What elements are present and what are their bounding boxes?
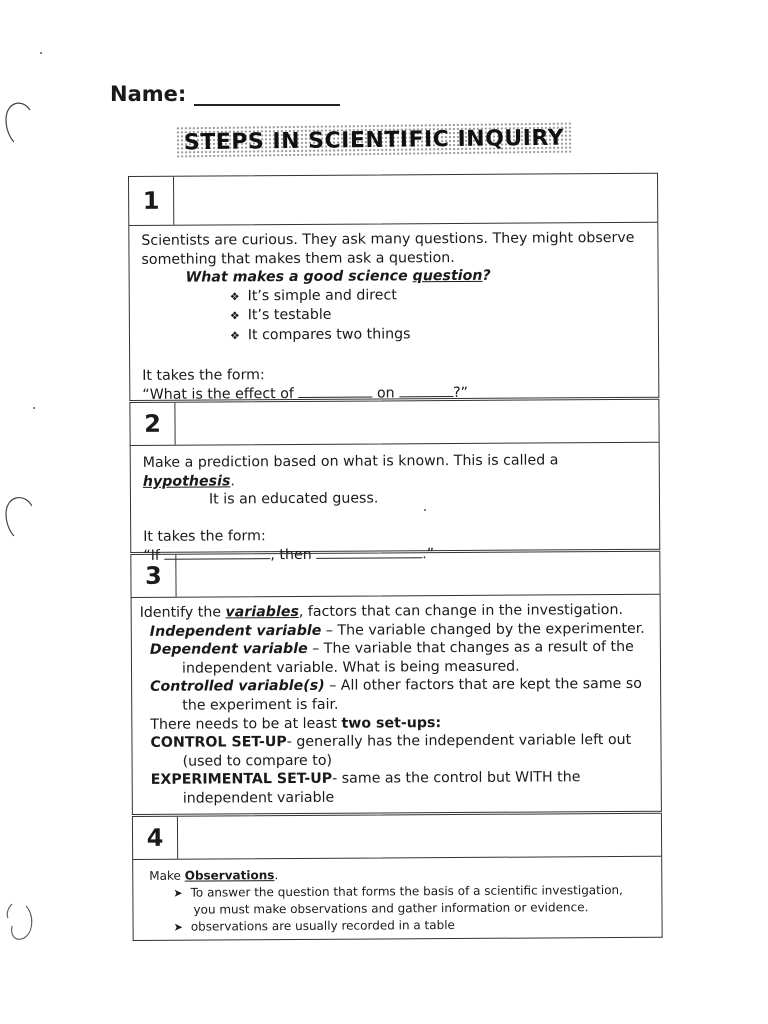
control-setup-def-cont: (used to compare to) — [182, 752, 333, 770]
step-3-header — [130, 551, 660, 598]
name-label: Name: — [110, 82, 187, 106]
experimental-setup-def: EXPERIMENTAL SET-UP- same as the control but WITH the — [150, 769, 581, 789]
step-4-header — [132, 813, 662, 860]
name-field — [110, 82, 340, 106]
step-2-text — [143, 451, 652, 566]
arrow-bullet-icon: ➤ — [173, 920, 183, 934]
list-item-cont: you must make observations and gather information or evidence. — [193, 900, 589, 917]
make-observations-line: Make Observations. — [149, 868, 279, 883]
educated-guess-line: It is an educated guess. — [208, 490, 379, 508]
hypothesis-form-template: “If , then .” — [143, 546, 435, 565]
list-item: ➤ To answer the question that forms the basis of a scientific investigation, — [173, 882, 623, 900]
form-label: It takes the form: — [143, 527, 266, 545]
list-item: ❖ It’s simple and direct — [229, 287, 397, 305]
scan-speck — [33, 407, 35, 409]
step-1-intro-line: something that makes them ask a question. — [141, 249, 455, 268]
step-4-text — [149, 865, 653, 936]
arrow-bullet-icon: ➤ — [173, 886, 183, 900]
step-1-body — [128, 223, 659, 404]
name-blank — [194, 86, 340, 106]
title-text: STEPS IN SCIENTIFIC INQUIRY — [183, 125, 565, 155]
step-1-header — [128, 173, 658, 226]
scan-speck — [40, 52, 42, 54]
step-1-intro-line: Scientists are curious. They ask many questions. They might observe — [141, 229, 635, 249]
form-label: It takes the form: — [142, 366, 265, 384]
step-4-body — [132, 857, 662, 941]
controlled-variable-def-cont: the experiment is fair. — [182, 696, 339, 714]
step-3-text — [140, 601, 653, 809]
step-1-number: 1 — [129, 177, 174, 225]
hypothesis-line: Make a prediction based on what is known. This is called a hypothesis. — [142, 452, 559, 490]
controlled-variable-def: Controlled variable(s) – All other factors that are kept the same so — [150, 676, 643, 696]
diamond-bullet-icon: ❖ — [229, 329, 240, 343]
list-item: ➤ observations are usually recorded in a table — [173, 918, 455, 934]
step-2-number: 2 — [130, 403, 175, 445]
control-setup-def: CONTROL SET-UP- generally has the independent variable left out — [150, 732, 632, 752]
list-item: ❖ It compares two things — [229, 326, 411, 344]
question-form-template: “What is the effect of on ?” — [142, 385, 469, 404]
fill-blank — [298, 384, 372, 398]
dependent-variable-def-cont: independent variable. What is being measured. — [181, 658, 520, 677]
step-1-text — [141, 229, 650, 405]
good-question-heading: What makes a good science question? — [185, 267, 491, 286]
hole-punch-mark — [2, 492, 32, 538]
independent-variable-def: Independent variable – The variable changed by the experimenter. — [149, 620, 645, 640]
fill-blank — [399, 383, 453, 397]
setups-line: There needs to be at least two set-ups: — [150, 714, 442, 733]
step-3-number: 3 — [131, 555, 176, 597]
step-2-body — [130, 443, 661, 565]
step-2-header — [129, 399, 659, 446]
step-3-body — [131, 595, 662, 815]
diamond-bullet-icon: ❖ — [229, 309, 240, 323]
list-item: ❖ It’s testable — [229, 307, 332, 324]
hole-punch-mark — [2, 98, 32, 144]
page-title — [176, 122, 572, 159]
experimental-setup-def-cont: independent variable — [182, 789, 335, 807]
variables-line: Identify the variables, factors that can change in the investigation. — [139, 601, 624, 621]
diamond-bullet-icon: ❖ — [229, 290, 240, 304]
step-4-number: 4 — [133, 817, 178, 859]
hole-punch-mark — [4, 896, 34, 942]
steps-table — [128, 173, 663, 942]
dependent-variable-def: Dependent variable – The variable that changes as a result of the — [149, 639, 634, 659]
